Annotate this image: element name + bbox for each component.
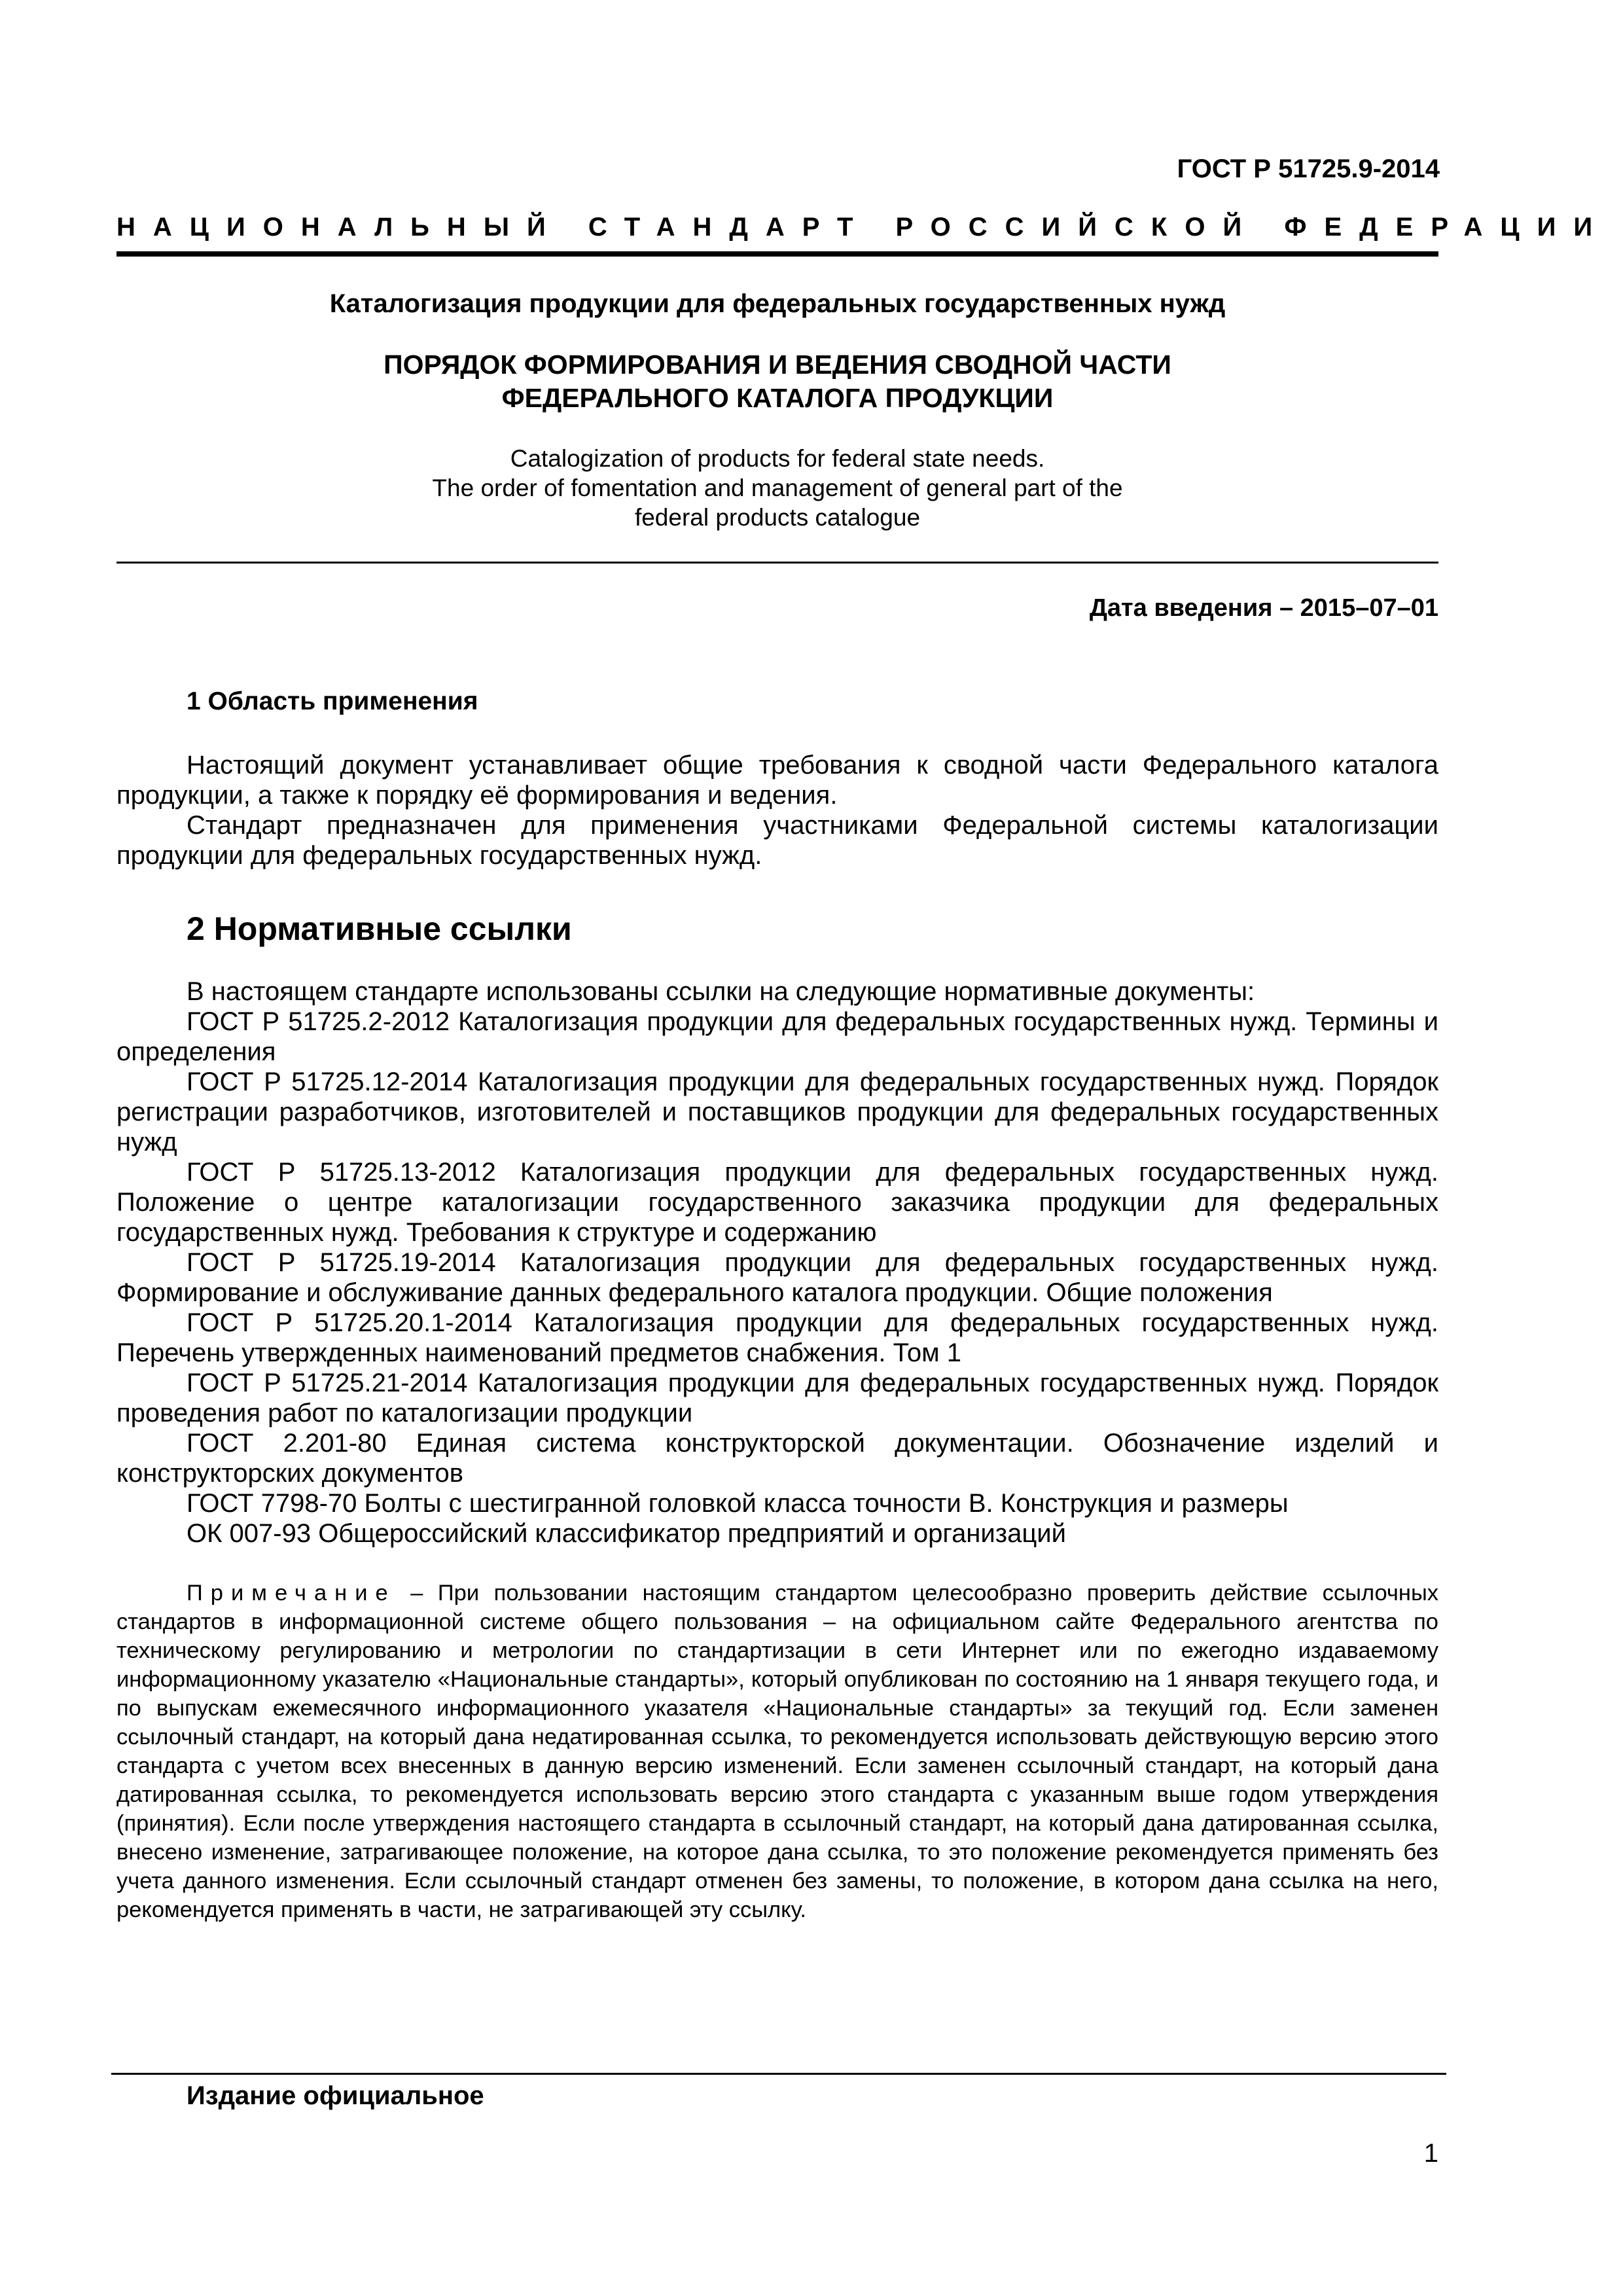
title-line: ПОРЯДОК ФОРМИРОВАНИЯ И ВЕДЕНИЯ СВОДНОЙ ЧАСТИ — [383, 350, 1171, 380]
edition-label: Издание официальное — [187, 2081, 484, 2110]
note-label: Примечание — [187, 1581, 396, 1605]
reference-item: ГОСТ 2.201-80 Единая система конструкторской документации. Обозначение изделий и конструкторских документов — [116, 1429, 1438, 1488]
reference-item: ОК 007-93 Общероссийский классификатор предприятий и организаций — [187, 1519, 1066, 1548]
document-subtitle: Каталогизация продукции для федеральных государственных нужд — [329, 289, 1226, 318]
reference-item: ГОСТ Р 51725.20.1-2014 Каталогизация продукции для федеральных государственных нужд. Перечень утвержденных наименований предметов снабжения. Том 1 — [116, 1308, 1438, 1367]
reference-item: ГОСТ Р 51725.13-2012 Каталогизация продукции для федеральных государственных нужд. Положение о центре каталогизации государственного заказчика продукции для федеральных государственных нужд. Требования к структуре и содержанию — [116, 1158, 1438, 1247]
english-title-line: federal products catalogue — [634, 504, 921, 531]
page-number: 1 — [1423, 2139, 1438, 2168]
paragraph: В настоящем стандарте использованы ссылки на следующие нормативные документы: — [187, 977, 1255, 1006]
section-1-body — [116, 750, 1438, 870]
reference-item: ГОСТ Р 51725.2-2012 Каталогизация продукции для федеральных государственных нужд. Термины и определения — [116, 1007, 1438, 1066]
english-title-line: The order of fomentation and management of general part of the — [432, 475, 1123, 501]
note-text: – При пользовании настоящим стандартом целесообразно проверить действие ссылочных стандартов в информационной системе общего пользования – на официальном сайте Федерального агентства по техническому регулированию и метрологии по стандартизации в сети Интернет или по ежегодно издаваемому информационному указателю «Национальные стандарты», который опубликован по состоянию на 1 января текущего года, и по выпускам ежемесячного информационного указателя «Национальные стандарты» за текущий год. Если заменен ссылочный стандарт, на который дана недатированная ссылка, то рекомендуется использовать действующую версию этого стандарта с учетом всех внесенных в данную версию изменений. Если заменен ссылочный стандарт, на который дана датированная ссылка, то рекомендуется использовать версию этого стандарта с указанным выше годом утверждения (принятия). Если после утверждения настоящего стандарта в ссылочный стандарт, на который дана датированная ссылка, внесено изменение, затрагивающее положение, на которое дана ссылка, то это положение рекомендуется применять без учета данного изменения. Если ссылочный стандарт отменен без замены, то положение, в котором дана ссылка на него, рекомендуется применять в части, не затрагивающей эту ссылку. — [116, 1581, 1438, 1922]
note — [116, 1579, 1438, 1924]
footer-divider — [111, 2073, 1446, 2075]
section-1-title: 1 Область применения — [187, 687, 478, 715]
reference-item: ГОСТ Р 51725.21-2014 Каталогизация продукции для федеральных государственных нужд. Порядок проведения работ по каталогизации продукции — [116, 1369, 1438, 1427]
header-divider — [116, 251, 1438, 257]
document-title — [116, 348, 1438, 415]
introduction-date: Дата введения – 2015–07–01 — [1089, 594, 1438, 622]
english-title — [116, 444, 1438, 532]
reference-item: ГОСТ Р 51725.19-2014 Каталогизация продукции для федеральных государственных нужд. Формирование и обслуживание данных федерального каталога продукции. Общие положения — [116, 1248, 1438, 1307]
reference-item: ГОСТ 7798-70 Болты с шестигранной головкой класса точности В. Конструкция и размеры — [187, 1489, 1289, 1518]
reference-item: ГОСТ Р 51725.12-2014 Каталогизация продукции для федеральных государственных нужд. Порядок регистрации разработчиков, изготовителей и поставщиков продукции для федеральных государственных нужд — [116, 1067, 1438, 1157]
paragraph: Стандарт предназначен для применения участниками Федеральной системы каталогизации продукции для федеральных государственных нужд. — [116, 811, 1438, 870]
section-2-body — [116, 977, 1438, 1549]
english-title-line: Catalogization of products for federal state needs. — [510, 445, 1045, 472]
title-divider — [116, 562, 1438, 564]
title-line: ФЕДЕРАЛЬНОГО КАТАЛОГА ПРОДУКЦИИ — [501, 383, 1054, 413]
document-number: ГОСТ Р 51725.9-2014 — [1177, 154, 1440, 183]
section-2-title: 2 Нормативные ссылки — [187, 910, 572, 947]
national-standard-banner: НАЦИОНАЛЬНЫЙ СТАНДАРТ РОССИЙСКОЙ ФЕДЕРАЦИИ — [116, 213, 1611, 242]
paragraph: Настоящий документ устанавливает общие требования к сводной части Федерального каталога продукции, а также к порядку её формирования и ведения. — [116, 751, 1438, 810]
